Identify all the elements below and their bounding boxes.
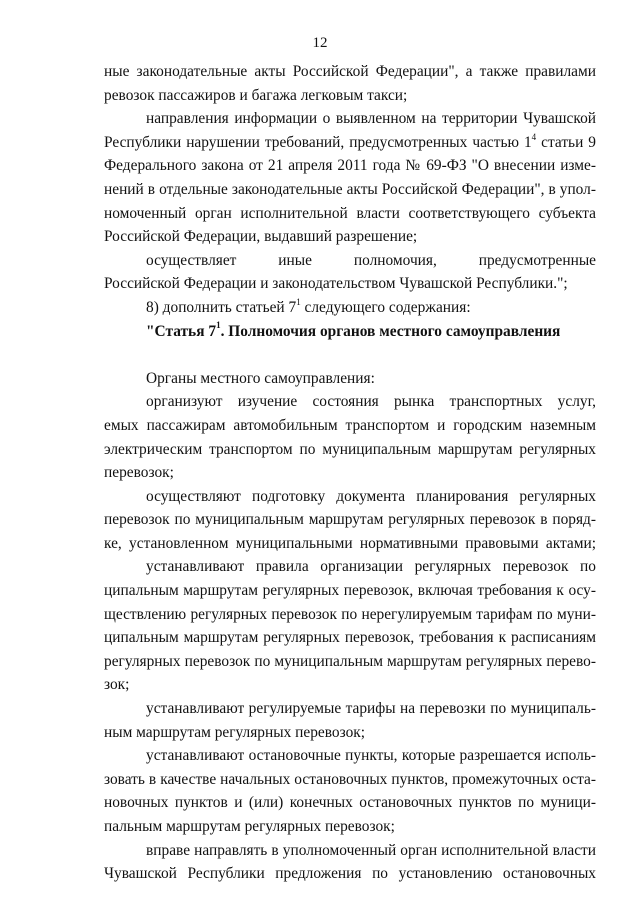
text-line: ные законодательные акты Российской Федерации", а также правилами <box>104 63 596 80</box>
article-heading <box>104 320 596 344</box>
text-line: нений в отдельные законодательные акты Российской Федерации", в упол- <box>104 180 596 198</box>
text-line: устанавливают регулируемые тарифы на перевозки по муниципаль- <box>146 700 596 718</box>
text-line: ципальным маршрутам регулярных перевозок, включая требования к осу- <box>104 582 596 600</box>
text-line: вправе направлять в уполномоченный орган исполнительной власти <box>146 841 596 859</box>
text-line: осуществляют подготовку документа планирования регулярных <box>146 487 596 505</box>
text-line: перевозок; <box>104 464 174 482</box>
text-line: организуют изучение состояния рынка транспортных услуг, <box>146 393 596 411</box>
text-segment: "Статья 7 <box>146 322 217 340</box>
text-line: зок; <box>104 676 130 694</box>
text-line: новочных пунктов и (или) конечных остановочных пунктов по муници- <box>104 794 596 812</box>
page-number: 12 <box>312 35 328 51</box>
superscript: 1 <box>216 320 221 331</box>
text-line: ществлению регулярных перевозок по нерегулируемым тарифам по муни- <box>104 605 596 623</box>
document-body <box>104 60 596 886</box>
text-line: осуществляет иные полномочия, предусмотренные <box>146 251 596 269</box>
text-line: устанавливают остановочные пункты, которые разрешается исполь- <box>146 747 596 765</box>
text-segment: . Полномочия органов местного самоуправления <box>220 322 561 340</box>
text-line: Федерального закона от 21 апреля 2011 года № 69-ФЗ "О внесении изме- <box>104 157 596 175</box>
text-line: пальным маршрутам регулярных перевозок; <box>104 818 395 835</box>
text-line: Российской Федерации и законодательством Чувашской Республики."; <box>104 275 568 293</box>
text-line: регулярных перевозок по муниципальным маршрутам регулярных перево- <box>104 652 596 670</box>
text-line: Чувашской Республики предложения по установлению остановочных <box>104 865 596 883</box>
blank-line <box>104 343 596 367</box>
text-line: Российской Федерации, выдавший разрешение; <box>104 228 418 246</box>
text-line: устанавливают правила организации регулярных перевозок по <box>146 558 596 576</box>
text-segment: статьи 9 <box>536 133 596 151</box>
text-line: ревозок пассажиров и багажа легковым такси; <box>104 86 408 104</box>
text-segment: Республики нарушении требований, предусмотренных частью 1 <box>104 133 532 151</box>
text-line: номоченный орган исполнительной власти соответствующего субъекта <box>104 204 596 222</box>
text-line: перевозок по муниципальным маршрутам регулярных перевозок в поряд- <box>104 511 596 529</box>
text-line <box>104 131 596 155</box>
text-line: электрическим транспортом по муниципальным маршрутам регулярных <box>104 440 596 458</box>
text-line <box>104 296 596 320</box>
text-line: ным маршрутам регулярных перевозок; <box>104 723 366 741</box>
superscript: 4 <box>531 131 537 142</box>
text-segment: 8) дополнить статьей 7 <box>146 298 297 316</box>
text-line: ке, установленном муниципальными нормативными правовыми актами; <box>104 534 596 552</box>
text-line: зовать в качестве начальных остановочных пунктов, промежуточных оста- <box>104 770 596 788</box>
text-line: направления информации о выявленном на территории Чувашской <box>146 110 596 128</box>
text-line: ципальным маршрутам регулярных перевозок, требования к расписаниям <box>104 629 596 647</box>
text-line: Органы местного самоуправления: <box>146 369 375 387</box>
text-segment: следующего содержания: <box>300 298 471 316</box>
text-line: емых пассажирам автомобильным транспортом и городским наземным <box>104 416 596 434</box>
superscript: 1 <box>296 296 301 307</box>
